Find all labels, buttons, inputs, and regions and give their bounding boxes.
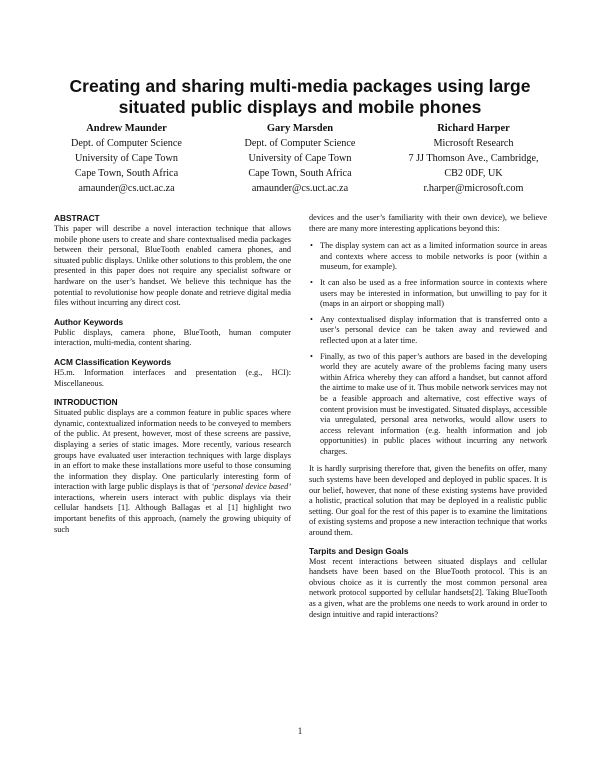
author-2 xyxy=(214,121,387,196)
list-item: • It can also be used as a free information source in contexts where users may be interested in information, but unwilling to pay for it (maps in an airport or shopping mall) xyxy=(309,278,547,310)
author-affiliation: Cape Town, South Africa xyxy=(74,168,179,179)
tarpits-heading: Tarpits and Design Goals xyxy=(309,545,409,556)
intro-text-part: interactions, wherein users interact with public displays via their cellular handsets [1]. Although Ballagas et al [1] highlight two important benefits of this approach, (namely the growing ubiquity of such xyxy=(54,492,291,534)
list-item: • Any contextualised display information that is transferred onto a user’s personal device can be taken away and reviewed and reflected upon at a later time. xyxy=(309,315,547,347)
author-name: Richard Harper xyxy=(437,123,510,134)
author-affiliation: Cape Town, South Africa xyxy=(248,168,352,179)
author-email: r.harper@microsoft.com xyxy=(423,183,524,194)
author-3 xyxy=(387,121,560,196)
author-affiliation: 7 JJ Thomson Ave., Cambridge, xyxy=(408,153,539,164)
author-name: Gary Marsden xyxy=(266,123,334,134)
right-column xyxy=(309,213,547,628)
acm-heading: ACM Classification Keywords xyxy=(54,356,172,367)
introduction-text xyxy=(54,408,291,535)
benefits-list xyxy=(309,241,547,457)
abstract-section xyxy=(54,213,291,309)
list-item: • Finally, as two of this paper’s authors are based in the developing world they are acutely aware of the problems facing many users within Africa whereby they can afford a handset, but cannot afford the airtime to make use of it. Thus mobile network services may not be a feasible approach and alternative, cost effective ways of content provision must be investigated. Situated displays, accessible via unregulated, personal area networks, would allow users to access relevant information (e.g. health information and job opportunities) in public places without incurring any network charges. xyxy=(309,352,547,458)
author-name: Andrew Maunder xyxy=(86,123,167,134)
author-email: amaunder@cs.uct.ac.za xyxy=(78,183,175,194)
tarpits-section xyxy=(309,546,547,621)
paper-title: Creating and sharing multi-media packages using large situated public displays and mobile phones xyxy=(69,76,531,117)
author-affiliation: CB2 0DF, UK xyxy=(444,168,503,179)
author-affiliation: Microsoft Research xyxy=(433,138,514,149)
keywords-text: Public displays, camera phone, BlueTooth, human computer interaction, multi-media, content sharing. xyxy=(54,327,291,348)
tarpits-text: Most recent interactions between situated displays and cellular handsets have been based on the BlueTooth protocol. This is an obvious choice as it is currently the most common personal area network protocol supported by cellular handsets[2]. Taking BlueTooth as a given, what are the problems one needs to work around in order to design intuitive and rapid interactions? xyxy=(309,556,547,619)
list-item: • The display system can act as a limited information source in areas and contexts where access to mobile networks is poor (within a museum, for example). xyxy=(309,241,547,273)
author-email: amaunder@cs.uct.ac.za xyxy=(251,183,349,194)
author-affiliation: Dept. of Computer Science xyxy=(244,138,356,149)
author-affiliation: Dept. of Computer Science xyxy=(71,138,182,149)
abstract-heading: ABSTRACT xyxy=(54,213,100,223)
page-number: 1 xyxy=(297,726,303,736)
intro-continued-text: devices and the user’s familiarity with their own device), we believe there are many more interesting applications beyond this: xyxy=(309,213,547,233)
conclusion-paragraph: It is hardly surprising therefore that, given the benefits on offer, many such systems have been developed and deployed in public spaces. It is our belief, however, that none of these existing systems have provided a holistic, practical solution that may be deployed in a realistic public setting. Our goal for the rest of this paper is to examine the limitations of existing systems and propose a new interaction technique that works around them. xyxy=(309,464,547,538)
abstract-text: This paper will describe a novel interaction technique that allows mobile phone users to create and share contextualised media packages between their personal, BlueTooth enabled camera phones, and situated public displays. Unlike other solutions to this problem, the one presented in this paper does not require any specialist software or hardware on the user’s handset. We believe this technique has the potential to revolutionise how people donate and retrieve digital media files without incurring any direct cost. xyxy=(54,224,291,308)
author-block xyxy=(40,121,560,196)
keywords-section xyxy=(54,317,291,349)
acm-text: H5.m. Information interfaces and presentation (e.g., HCI): Miscellaneous. xyxy=(54,367,291,388)
intro-emphasis: ‘personal device based’ xyxy=(211,482,291,492)
author-affiliation: University of Cape Town xyxy=(248,153,352,164)
author-1 xyxy=(40,121,213,196)
introduction-heading: INTRODUCTION xyxy=(54,397,118,408)
keywords-heading: Author Keywords xyxy=(54,316,124,327)
left-column xyxy=(54,213,291,543)
intro-text-part: Situated public displays are a common feature in public spaces where dynamic, contextualized information needs to be conveyed to members of the public. At present, however, most of these screens are passive, displaying a series of static images. More recently, various research groups have evaluated user interaction techniques with large displays in an effort to make these installations more useful to those consuming the information they display. One particularly interesting form of interaction with large public displays is that of xyxy=(54,408,291,492)
introduction-section xyxy=(54,397,291,535)
author-affiliation: University of Cape Town xyxy=(75,153,178,164)
acm-section xyxy=(54,357,291,389)
